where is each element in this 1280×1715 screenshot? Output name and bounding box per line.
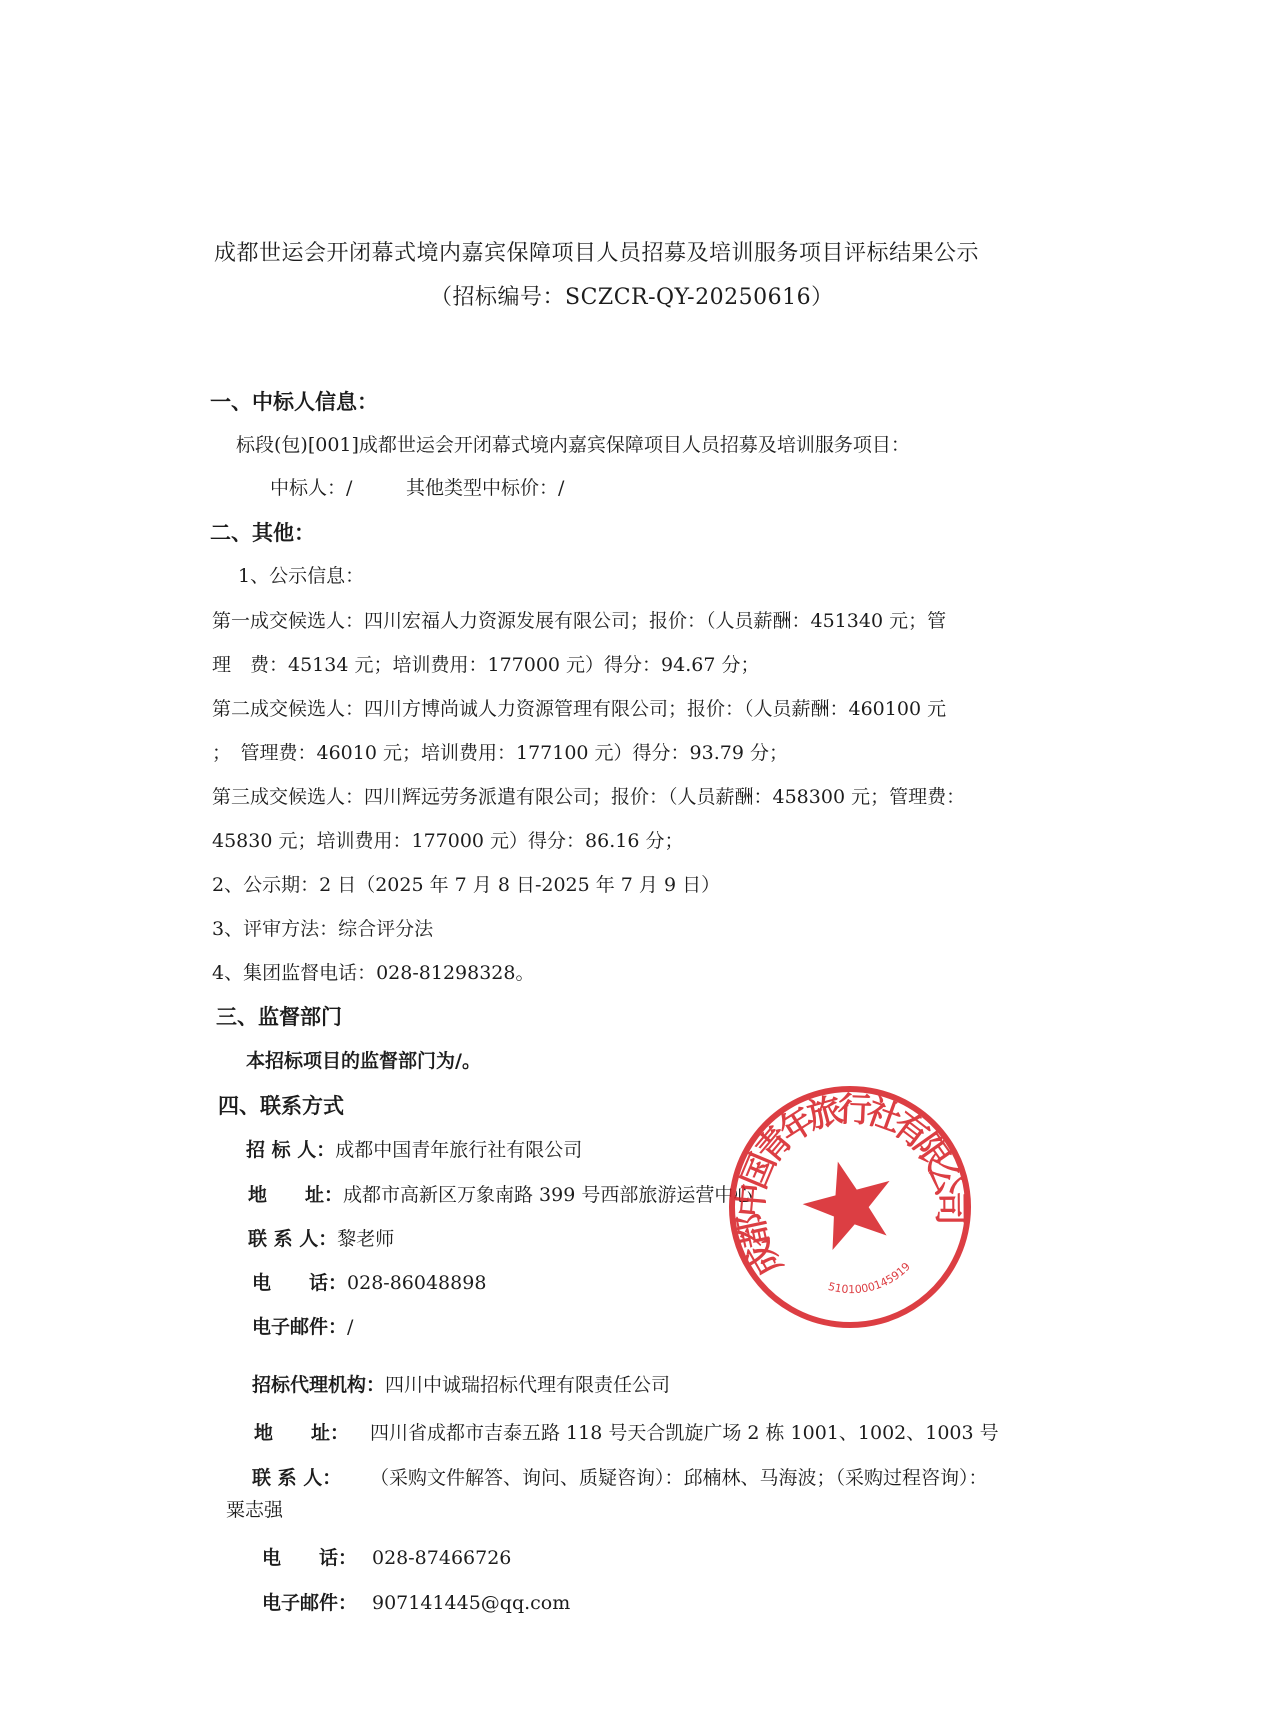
address-value: 成都市高新区万象南路 399 号西部旅游运营中心 bbox=[343, 1184, 753, 1206]
agency-contact-cont: 粟志强 bbox=[226, 1499, 284, 1521]
agency-phone-row bbox=[262, 1545, 511, 1571]
bid-number: （招标编号：SCZCR-QY-20250616） bbox=[430, 285, 834, 310]
tenderer-label: 招 标 人： bbox=[246, 1139, 336, 1161]
agency-email-label: 电子邮件： bbox=[262, 1592, 358, 1614]
email-label: 电子邮件： bbox=[252, 1316, 348, 1338]
winner-line: 中标人：/ bbox=[270, 477, 353, 499]
candidate-1-line-1: 第一成交候选人：四川宏福人力资源发展有限公司；报价：（人员薪酬：451340 元；管 bbox=[212, 610, 947, 632]
company-seal bbox=[725, 1082, 975, 1332]
publicity-info-item: 1、公示信息： bbox=[238, 565, 365, 587]
section-4-heading: 四、联系方式 bbox=[218, 1094, 344, 1118]
contact-label: 联 系 人： bbox=[248, 1228, 338, 1250]
candidate-2-line-2: ； 管理费：46010 元；培训费用：177100 元）得分：93.79 分； bbox=[212, 742, 788, 764]
section-1-heading: 一、中标人信息： bbox=[210, 390, 378, 414]
section-2-heading: 二、其他： bbox=[210, 521, 315, 545]
contact-value: 黎老师 bbox=[337, 1228, 395, 1250]
address-label: 地 址： bbox=[248, 1184, 344, 1206]
agency-phone-value: 028-87466726 bbox=[372, 1547, 512, 1569]
agency-email-value: 907141445@qq.com bbox=[372, 1592, 571, 1614]
phone-row bbox=[252, 1270, 486, 1296]
review-method-item: 3、评审方法：综合评分法 bbox=[212, 918, 434, 940]
agency-contact-row bbox=[252, 1465, 988, 1491]
address-row bbox=[248, 1182, 752, 1208]
seal-star-icon bbox=[794, 1150, 903, 1254]
agency-address-value: 四川省成都市吉泰五路 118 号天合凯旋广场 2 栋 1001、1002、1003 号 bbox=[370, 1422, 999, 1444]
seal-number-icon: 5101000145919 bbox=[826, 1260, 913, 1297]
candidate-2-line-1: 第二成交候选人：四川方博尚诚人力资源管理有限公司；报价：（人员薪酬：460100 元 bbox=[212, 698, 947, 720]
email-row bbox=[252, 1314, 353, 1340]
candidate-1-line-2: 理 费：45134 元；培训费用：177000 元）得分：94.67 分； bbox=[212, 654, 760, 676]
tenderer-value: 成都中国青年旅行社有限公司 bbox=[335, 1139, 583, 1161]
tenderer-row bbox=[246, 1137, 582, 1163]
email-value: / bbox=[347, 1316, 354, 1338]
agency-value: 四川中诚瑞招标代理有限责任公司 bbox=[385, 1374, 671, 1396]
publicity-period-item: 2、公示期：2 日（2025 年 7 月 8 日-2025 年 7 月 9 日） bbox=[212, 874, 721, 896]
candidate-3-line-1: 第三成交候选人：四川辉远劳务派遣有限公司；报价：（人员薪酬：458300 元；管理费： bbox=[212, 786, 966, 808]
seal-text-icon: 成都中国青年旅行社有限公司 bbox=[730, 1089, 970, 1283]
document-title: 成都世运会开闭幕式境内嘉宾保障项目人员招募及培训服务项目评标结果公示 bbox=[214, 241, 980, 266]
agency-contact-label: 联 系 人： bbox=[252, 1467, 342, 1489]
agency-phone-label: 电 话： bbox=[262, 1547, 358, 1569]
agency-email-row bbox=[262, 1590, 570, 1616]
agency-address-label: 地 址： bbox=[254, 1422, 350, 1444]
section-3-heading: 三、监督部门 bbox=[216, 1005, 342, 1029]
agency-contact-value: （采购文件解答、询问、质疑咨询）：邱楠林、马海波；（采购过程咨询）： bbox=[370, 1467, 988, 1489]
contact-row bbox=[248, 1226, 394, 1252]
lot-line: 标段(包)[001]成都世运会开闭幕式境内嘉宾保障项目人员招募及培训服务项目： bbox=[236, 434, 910, 456]
other-price-line: 其他类型中标价：/ bbox=[406, 477, 565, 499]
agency-row bbox=[252, 1372, 670, 1398]
candidate-3-line-2: 45830 元；培训费用：177000 元）得分：86.16 分； bbox=[212, 830, 684, 852]
phone-value: 028-86048898 bbox=[347, 1272, 487, 1294]
agency-label: 招标代理机构： bbox=[252, 1374, 386, 1396]
supervision-dept-text: 本招标项目的监督部门为/。 bbox=[246, 1050, 481, 1072]
agency-address-row bbox=[254, 1420, 999, 1446]
supervision-phone-item: 4、集团监督电话：028-81298328。 bbox=[212, 962, 535, 984]
phone-label: 电 话： bbox=[252, 1272, 348, 1294]
